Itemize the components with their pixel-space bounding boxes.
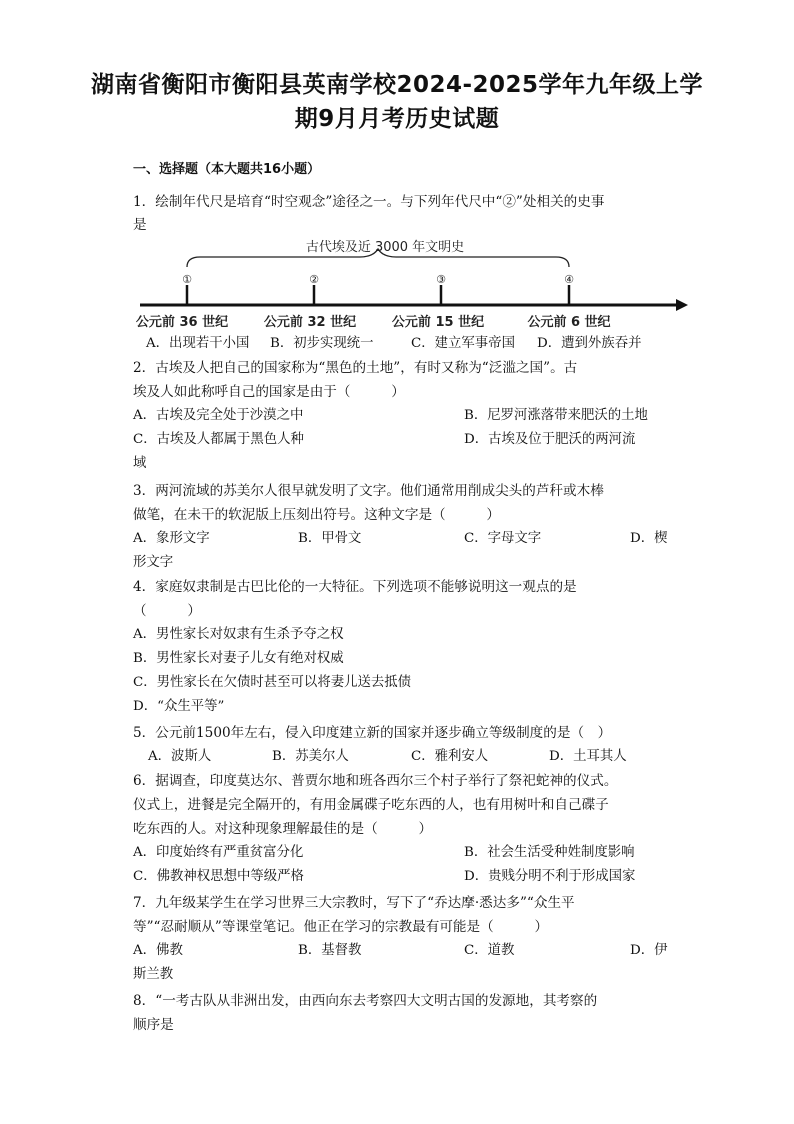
q3-option-d-wrap: 形文字 xyxy=(133,555,174,570)
timeline-label-4: 公元前 6 世纪 xyxy=(527,315,611,330)
q2-option-d-wrap: 域 xyxy=(133,456,147,471)
q2-option-a[interactable]: A．古埃及完全处于沙漠之中 xyxy=(133,408,304,423)
q5-option-c[interactable]: C．雅利安人 xyxy=(411,749,489,764)
q4-option-a[interactable]: A．男性家长对奴隶有生杀予夺之权 xyxy=(133,627,344,642)
q7-option-d-wrap: 斯兰教 xyxy=(133,967,174,982)
q6-option-a[interactable]: A．印度始终有严重贫富分化 xyxy=(133,845,304,860)
q1-option-a[interactable]: A．出现若干小国 xyxy=(146,336,250,351)
q1-stem-line-1: 1．绘制年代尺是培育“时空观念”途径之一。与下列年代尺中“②”处相关的史事 xyxy=(133,194,605,210)
q2-stem-line-1: 2．古埃及人把自己的国家称为“黑色的土地”，有时又称为“泛滥之国”。古 xyxy=(133,360,578,376)
q5-option-a[interactable]: A．波斯人 xyxy=(148,749,212,764)
q7-option-d[interactable]: D．伊 xyxy=(630,943,668,958)
q8-stem-line-2: 顺序是 xyxy=(133,1017,174,1033)
timeline-figure xyxy=(0,0,794,340)
q7-option-a[interactable]: A．佛教 xyxy=(133,943,183,958)
q7-option-b[interactable]: B．基督教 xyxy=(298,943,362,958)
q6-stem-line-2: 仪式上，进餐是完全隔开的，有用金属碟子吃东西的人，也有用树叶和自己碟子 xyxy=(133,797,609,813)
timeline-title: 古代埃及近 3000 年文明史 xyxy=(305,240,465,255)
q4-option-c[interactable]: C．男性家长在欠债时甚至可以将妻儿送去抵债 xyxy=(133,675,412,690)
q3-option-c[interactable]: C．字母文字 xyxy=(464,531,542,546)
q6-option-c[interactable]: C．佛教神权思想中等级严格 xyxy=(133,869,304,884)
title-line-2: 期9月月考历史试题 xyxy=(294,106,500,132)
q4-stem-line-2: （ ） xyxy=(133,603,201,619)
q5-option-d[interactable]: D．土耳其人 xyxy=(549,749,627,764)
timeline-marker-1: ① xyxy=(182,273,192,286)
q3-option-a[interactable]: A．象形文字 xyxy=(133,531,210,546)
q1-option-b[interactable]: B．初步实现统一 xyxy=(270,336,374,351)
q2-option-b[interactable]: B．尼罗河涨落带来肥沃的土地 xyxy=(464,408,648,423)
q8-stem-line-1: 8．“一考古队从非洲出发，由西向东去考察四大文明古国的发源地，其考察的 xyxy=(133,993,598,1009)
q7-option-c[interactable]: C．道教 xyxy=(464,943,515,958)
q1-option-c[interactable]: C．建立军事帝国 xyxy=(411,336,515,351)
title-line-1: 湖南省衡阳市衡阳县英南学校2024-2025学年九年级上学 xyxy=(90,72,704,98)
timeline-marker-3: ③ xyxy=(436,273,446,286)
q4-option-d[interactable]: D．“众生平等” xyxy=(133,699,225,714)
q6-stem-line-1: 6．据调查，印度莫达尔、普贾尔地和班各西尔三个村子举行了祭祀蛇神的仪式。 xyxy=(133,773,618,789)
timeline-label-2: 公元前 32 世纪 xyxy=(263,315,357,330)
q5-stem-line-1: 5．公元前1500年左右，侵入印度建立新的国家并逐步确立等级制度的是（ ） xyxy=(133,725,612,741)
q7-stem-line-1: 7．九年级某学生在学习世界三大宗教时，写下了“乔达摩·悉达多”“众生平 xyxy=(133,895,575,911)
q6-option-b[interactable]: B．社会生活受种姓制度影响 xyxy=(464,845,635,860)
q2-stem-line-2: 埃及人如此称呼自己的国家是由于（ ） xyxy=(133,384,405,400)
q4-stem-line-1: 4．家庭奴隶制是古巴比伦的一大特征。下列选项不能够说明这一观点的是 xyxy=(133,579,577,595)
q2-option-d[interactable]: D．古埃及位于肥沃的两河流 xyxy=(464,432,636,447)
timeline-arrow xyxy=(676,299,688,311)
q7-stem-line-2: 等”“忍耐顺从”等课堂笔记。他正在学习的宗教最有可能是（ ） xyxy=(133,919,549,935)
timeline-label-1: 公元前 36 世纪 xyxy=(135,315,229,330)
q4-option-b[interactable]: B．男性家长对妻子儿女有绝对权威 xyxy=(133,651,344,666)
q3-stem-line-1: 3．两河流域的苏美尔人很早就发明了文字。他们通常用削成尖头的芦秆或木棒 xyxy=(133,483,604,499)
q2-option-c[interactable]: C．古埃及人都属于黑色人种 xyxy=(133,432,304,447)
timeline-label-3: 公元前 15 世纪 xyxy=(391,315,485,330)
q3-stem-line-2: 做笔，在未干的软泥版上压刻出符号。这种文字是（ ） xyxy=(133,507,501,523)
q3-option-d[interactable]: D．楔 xyxy=(630,531,668,546)
q1-option-d[interactable]: D．遭到外族吞并 xyxy=(537,336,642,351)
timeline-marker-4: ④ xyxy=(564,273,574,286)
q1-stem-line-2: 是 xyxy=(133,217,147,233)
q3-option-b[interactable]: B．甲骨文 xyxy=(298,531,362,546)
timeline-marker-2: ② xyxy=(309,273,319,286)
section-heading: 一、选择题（本大题共16小题） xyxy=(133,162,321,177)
q6-option-d[interactable]: D．贵贱分明不利于形成国家 xyxy=(464,869,636,884)
q5-option-b[interactable]: B．苏美尔人 xyxy=(272,749,349,764)
q6-stem-line-3: 吃东西的人。对这种现象理解最佳的是（ ） xyxy=(133,821,433,837)
